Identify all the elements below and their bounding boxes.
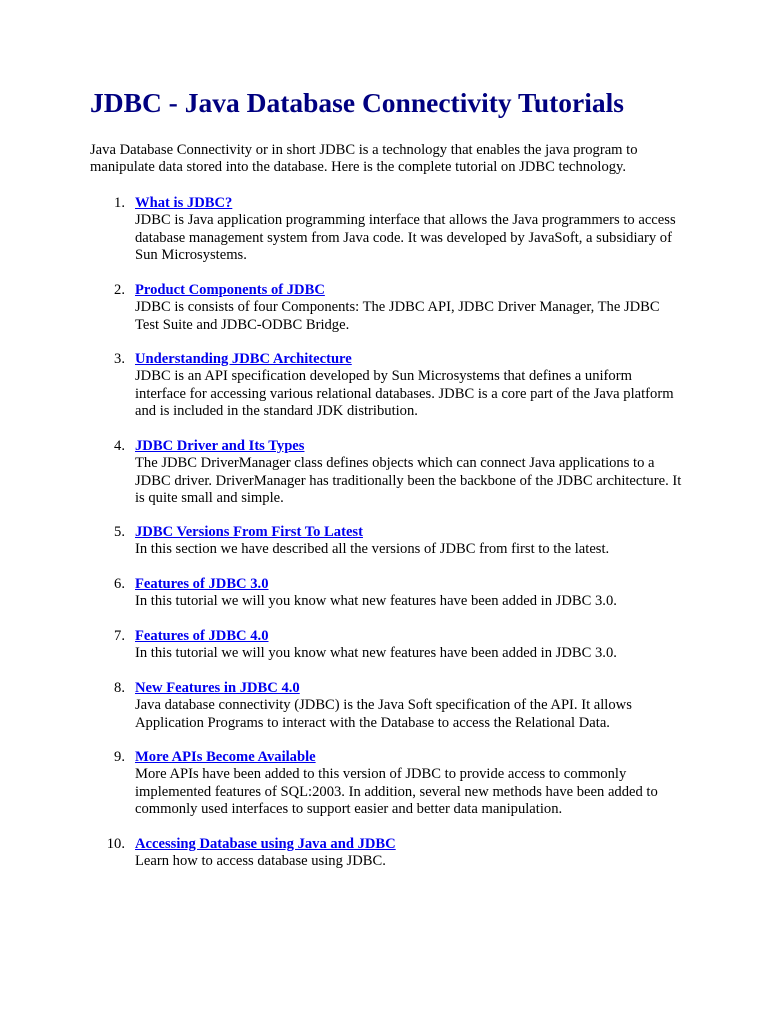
- tutorial-link[interactable]: What is JDBC?: [135, 195, 233, 211]
- item-number: 5.: [114, 524, 125, 540]
- item-number: 10.: [106, 836, 125, 852]
- item-number: 1.: [114, 195, 125, 211]
- item-number: 7.: [114, 628, 125, 644]
- tutorial-link[interactable]: Features of JDBC 4.0: [135, 628, 269, 644]
- tutorial-link[interactable]: Accessing Database using Java and JDBC: [135, 836, 396, 852]
- item-description: More APIs have been added to this version of JDBC to provide access to commonly implemented features of SQL:2003. In addition, several new methods have been added to commonly used interfaces to support easier and better data manipulation.: [135, 766, 658, 818]
- tutorial-link[interactable]: Product Components of JDBC: [135, 282, 325, 298]
- item-description: In this tutorial we will you know what new features have been added in JDBC 3.0.: [135, 645, 617, 662]
- tutorial-link[interactable]: Understanding JDBC Architecture: [135, 351, 352, 367]
- item-description: In this tutorial we will you know what new features have been added in JDBC 3.0.: [135, 593, 617, 610]
- item-description: The JDBC DriverManager class defines objects which can connect Java applications to a JDBC driver. DriverManager has traditionally been the backbone of the JDBC architecture. It is quite small and simple.: [135, 455, 682, 507]
- tutorial-link[interactable]: JDBC Versions From First To Latest: [135, 524, 363, 540]
- item-description: In this section we have described all the versions of JDBC from first to the latest.: [135, 541, 610, 558]
- item-description: JDBC is Java application programming interface that allows the Java programmers to access database management system from Java code. It was developed by JavaSoft, a subsidiary of Sun Microsystems.: [135, 212, 676, 264]
- item-description: Learn how to access database using JDBC.: [135, 853, 386, 870]
- item-number: 2.: [114, 282, 125, 298]
- item-number: 6.: [114, 576, 125, 592]
- tutorial-link[interactable]: JDBC Driver and Its Types: [135, 438, 305, 454]
- item-number: 8.: [114, 680, 125, 696]
- tutorial-link[interactable]: More APIs Become Available: [135, 749, 316, 765]
- item-description: Java database connectivity (JDBC) is the Java Soft specification of the API. It allows Application Programs to interact with the Database to access the Relational Data.: [135, 697, 632, 731]
- item-number: 9.: [114, 749, 125, 765]
- item-description: JDBC is consists of four Components: The JDBC API, JDBC Driver Manager, The JDBC Test Suite and JDBC-ODBC Bridge.: [135, 299, 660, 333]
- item-number: 4.: [114, 438, 125, 454]
- tutorial-link[interactable]: New Features in JDBC 4.0: [135, 680, 300, 696]
- item-description: JDBC is an API specification developed by Sun Microsystems that defines a uniform interface for accessing various relational databases. JDBC is a core part of the Java platform and is included in the standard JDK distribution.: [135, 368, 674, 420]
- item-number: 3.: [114, 351, 125, 367]
- page-title: JDBC - Java Database Connectivity Tutorials: [90, 87, 624, 118]
- tutorial-link[interactable]: Features of JDBC 3.0: [135, 576, 269, 592]
- intro-paragraph: Java Database Connectivity or in short JDBC is a technology that enables the java program to manipulate data stored into the database. Here is the complete tutorial on JDBC technology.: [90, 142, 638, 176]
